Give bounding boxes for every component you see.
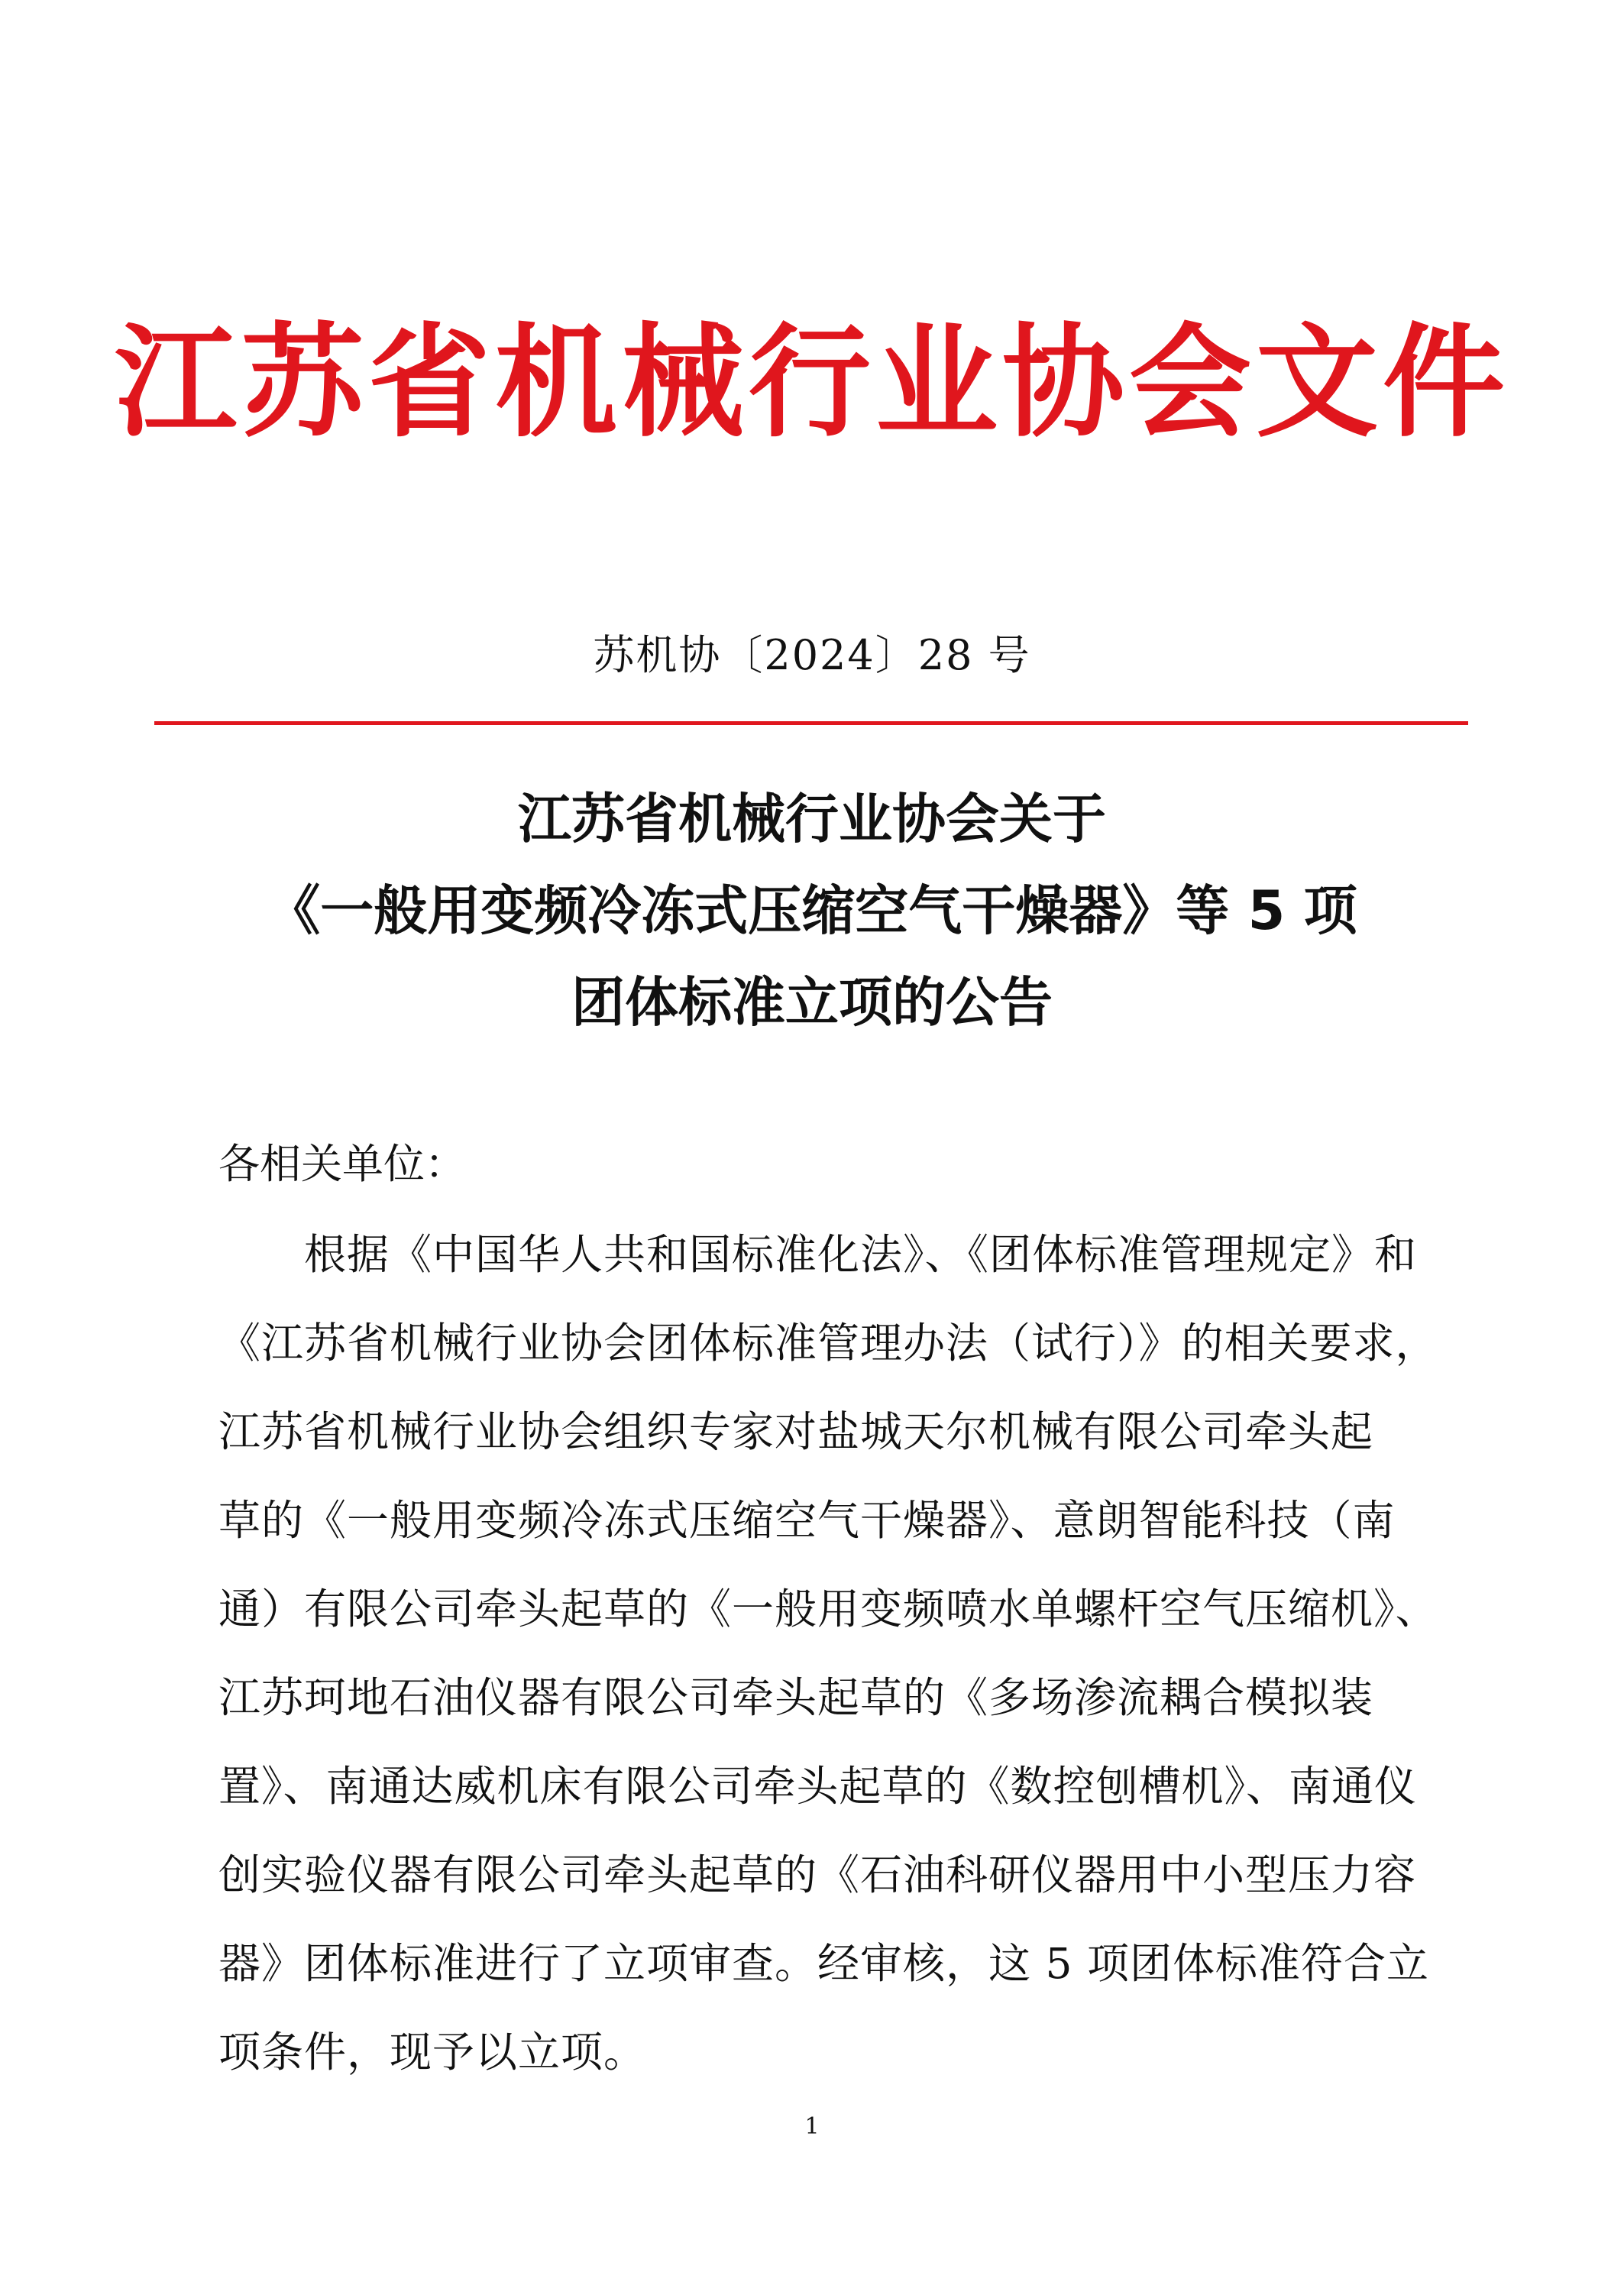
notice-title-line-3: 团体标准立项的公告 bbox=[571, 971, 1053, 1034]
page-number: 1 bbox=[804, 2113, 820, 2140]
masthead-title: 江苏省机械行业协会文件 bbox=[114, 310, 1509, 454]
body-line: 器》团体标准进行了立项审查。经审核，这 5 项团体标准符合立 bbox=[218, 1939, 1429, 1988]
body-line: 创实验仪器有限公司牵头起草的《石油科研仪器用中小型压力容 bbox=[218, 1850, 1417, 1899]
body-line: 江苏省机械行业协会组织专家对盐城天尔机械有限公司牵头起 bbox=[218, 1407, 1374, 1456]
body-line: 《江苏省机械行业协会团体标准管理办法（试行）》的相关要求， bbox=[218, 1319, 1438, 1368]
body-line: 根据《中国华人共和国标准化法》、《团体标准管理规定》和 bbox=[304, 1230, 1418, 1279]
body-line: 项条件，现予以立项。 bbox=[218, 2028, 647, 2077]
body-line: 江苏珂地石油仪器有限公司牵头起草的《多场渗流耦合模拟装 bbox=[218, 1673, 1374, 1722]
red-divider-line bbox=[154, 721, 1468, 725]
notice-title-line-1: 江苏省机械行业协会关于 bbox=[518, 788, 1106, 850]
document-number: 苏机协〔2024〕28 号 bbox=[593, 631, 1031, 679]
notice-title-line-2: 《一般用变频冷冻式压缩空气干燥器》等 5 项 bbox=[267, 879, 1357, 942]
body-line: 置》、南通达威机床有限公司牵头起草的《数控刨槽机》、南通仪 bbox=[218, 1762, 1418, 1811]
body-line: 通）有限公司牵头起草的《一般用变频喷水单螺杆空气压缩机》、 bbox=[218, 1585, 1438, 1633]
salutation: 各相关单位： bbox=[218, 1140, 466, 1188]
body-line: 草的《一般用变频冷冻式压缩空气干燥器》、意朗智能科技（南 bbox=[218, 1496, 1396, 1545]
